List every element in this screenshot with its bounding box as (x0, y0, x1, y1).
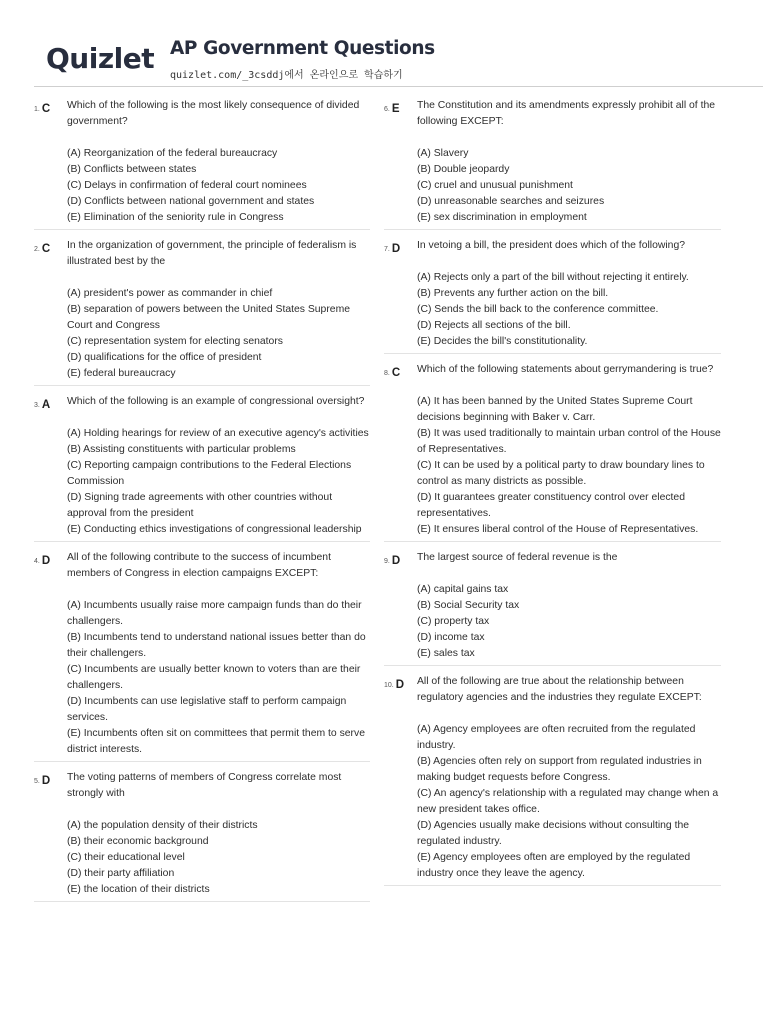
answer-letter: D (41, 775, 51, 787)
answer-choice: (D) income tax (417, 632, 485, 643)
question-body (67, 550, 370, 758)
answer-choice: (B) It was used traditionally to maintain urban control of the House of Representatives. (417, 428, 721, 455)
answer-letter: D (41, 555, 51, 567)
answer-choice: (B) Social Security tax (417, 600, 520, 611)
answer-choice: (D) unreasonable searches and seizures (417, 196, 605, 207)
answer-choice: (E) It ensures liberal control of the House of Representatives. (417, 524, 699, 535)
question-number: 1. (34, 106, 40, 113)
answer-choice: (C) An agency's relationship with a regulated may change when a new president takes office. (417, 788, 719, 815)
answer-letter: D (391, 243, 401, 255)
answer-choice: (A) capital gains tax (417, 584, 509, 595)
answer-choice: (E) federal bureaucracy (67, 368, 176, 379)
question-number: 8. (384, 370, 390, 377)
question-body (417, 98, 721, 226)
question-body (67, 238, 370, 382)
answer-choice: (B) separation of powers between the United States Supreme Court and Congress (67, 304, 351, 331)
answer-choice: (A) Incumbents usually raise more campaign funds than do their challengers. (67, 600, 362, 627)
question-marker (34, 395, 66, 413)
question-number: 7. (384, 246, 390, 253)
answer-choice: (B) Prevents any further action on the bill. (417, 288, 609, 299)
answer-letter: A (41, 399, 51, 411)
question-marker (34, 99, 66, 117)
question-item (34, 236, 370, 386)
answer-choice: (D) Incumbents can use legislative staff to perform campaign services. (67, 696, 347, 723)
question-marker (384, 363, 416, 381)
question-item (384, 548, 721, 666)
question-item (34, 768, 370, 902)
answer-letter: C (41, 243, 51, 255)
question-marker (34, 771, 66, 789)
answer-choice: (A) Holding hearings for review of an executive agency's activities (67, 428, 369, 439)
answer-letter: D (395, 679, 405, 691)
answer-choice: (D) It guarantees greater constituency control over elected representatives. (417, 492, 685, 519)
question-item (384, 672, 721, 886)
question-item (34, 96, 370, 230)
answer-letter: C (41, 103, 51, 115)
question-number: 6. (384, 106, 390, 113)
question-text: The Constitution and its amendments expressly prohibit all of the following EXCEPT: (417, 100, 716, 127)
page-header (44, 36, 764, 86)
question-body (67, 394, 370, 538)
question-text: Which of the following is an example of congressional oversight? (67, 396, 365, 407)
question-number: 10. (384, 682, 394, 689)
question-number: 2. (34, 246, 40, 253)
answer-choice: (B) Assisting constituents with particular problems (67, 444, 296, 455)
question-text: Which of the following statements about gerrymandering is true? (417, 364, 714, 375)
question-body (417, 362, 721, 538)
question-number: 3. (34, 402, 40, 409)
question-item (384, 96, 721, 230)
answer-choice: (C) cruel and unusual punishment (417, 180, 573, 191)
question-item (384, 360, 721, 542)
answer-choice: (C) Reporting campaign contributions to the Federal Elections Commission (67, 460, 352, 487)
question-item (34, 392, 370, 542)
answer-choice: (C) representation system for electing senators (67, 336, 283, 347)
answer-choice: (C) Incumbents are usually better known to voters than are their challengers. (67, 664, 361, 691)
question-marker (384, 99, 416, 117)
answer-choice: (B) their economic background (67, 836, 209, 847)
question-text: All of the following are true about the relationship between regulatory agencies and the industries they regulate EXCEPT: (417, 676, 702, 703)
answer-choice: (E) Incumbents often sit on committees that permit them to serve district interests. (67, 728, 365, 755)
answer-choice: (A) Agency employees are often recruited from the regulated industry. (417, 724, 696, 751)
answer-choice: (D) Rejects all sections of the bill. (417, 320, 571, 331)
question-text: The largest source of federal revenue is the (417, 552, 618, 563)
question-text: In vetoing a bill, the president does which of the following? (417, 240, 686, 251)
answer-choice: (B) Agencies often rely on support from regulated industries in making budget requests before Congress. (417, 756, 702, 783)
question-marker (384, 551, 416, 569)
answer-choice: (C) Sends the bill back to the conference committee. (417, 304, 659, 315)
answer-choice: (C) It can be used by a political party to draw boundary lines to control as many districts as possible. (417, 460, 705, 487)
answer-choice: (A) the population density of their districts (67, 820, 258, 831)
question-text: In the organization of government, the principle of federalism is illustrated best by the (67, 240, 357, 267)
answer-letter: E (391, 103, 400, 115)
question-number: 9. (384, 558, 390, 565)
question-marker (384, 675, 416, 693)
answer-choice: (B) Double jeopardy (417, 164, 510, 175)
answer-choice: (E) sales tax (417, 648, 475, 659)
answer-choice: (A) Slavery (417, 148, 469, 159)
right-column (384, 96, 721, 892)
question-item (384, 236, 721, 354)
answer-choice: (E) Conducting ethics investigations of congressional leadership (67, 524, 362, 535)
answer-choice: (B) Conflicts between states (67, 164, 197, 175)
answer-choice: (A) It has been banned by the United States Supreme Court decisions beginning with Baker v. Carr. (417, 396, 693, 423)
answer-choice: (A) Reorganization of the federal bureaucracy (67, 148, 278, 159)
answer-choice: (A) Rejects only a part of the bill without rejecting it entirely. (417, 272, 689, 283)
question-marker (34, 551, 66, 569)
question-marker (384, 239, 416, 257)
answer-choice: (D) qualifications for the office of president (67, 352, 262, 363)
question-number: 4. (34, 558, 40, 565)
question-text: Which of the following is the most likely consequence of divided government? (67, 100, 360, 127)
answer-letter: D (391, 555, 401, 567)
question-body (67, 98, 370, 226)
answer-choice: (C) their educational level (67, 852, 185, 863)
answer-choice: (E) Agency employees often are employed by the regulated industry once they leave the agency. (417, 852, 691, 879)
answer-letter: C (391, 367, 401, 379)
answer-choice: (B) Incumbents tend to understand national issues better than do their challengers. (67, 632, 366, 659)
question-body (67, 770, 370, 898)
question-text: All of the following contribute to the success of incumbent members of Congress in election campaigns EXCEPT: (67, 552, 331, 579)
answer-choice: (C) Delays in confirmation of federal court nominees (67, 180, 307, 191)
answer-choice: (D) Signing trade agreements with other countries without approval from the president (67, 492, 333, 519)
question-text: The voting patterns of members of Congress correlate most strongly with (67, 772, 342, 799)
question-body (417, 238, 721, 350)
quizlet-logo: Quizlet (46, 42, 155, 75)
question-number: 5. (34, 778, 40, 785)
answer-choice: (E) Elimination of the seniority rule in Congress (67, 212, 284, 223)
question-body (417, 550, 721, 662)
header-divider (34, 86, 763, 87)
question-marker (34, 239, 66, 257)
answer-choice: (C) property tax (417, 616, 490, 627)
question-body (417, 674, 721, 882)
answer-choice: (E) Decides the bill's constitutionality. (417, 336, 588, 347)
page-title: AP Government Questions (170, 38, 435, 59)
answer-choice: (E) sex discrimination in employment (417, 212, 587, 223)
answer-choice: (D) Conflicts between national government and states (67, 196, 315, 207)
answer-choice: (E) the location of their districts (67, 884, 210, 895)
question-item (34, 548, 370, 762)
page-subtitle: quizlet.com/_3csddj에서 온라인으로 학습하기 (170, 70, 403, 81)
answer-choice: (A) president's power as commander in chief (67, 288, 273, 299)
answer-choice: (D) Agencies usually make decisions without consulting the regulated industry. (417, 820, 690, 847)
answer-choice: (D) their party affiliation (67, 868, 175, 879)
left-column (34, 96, 370, 908)
